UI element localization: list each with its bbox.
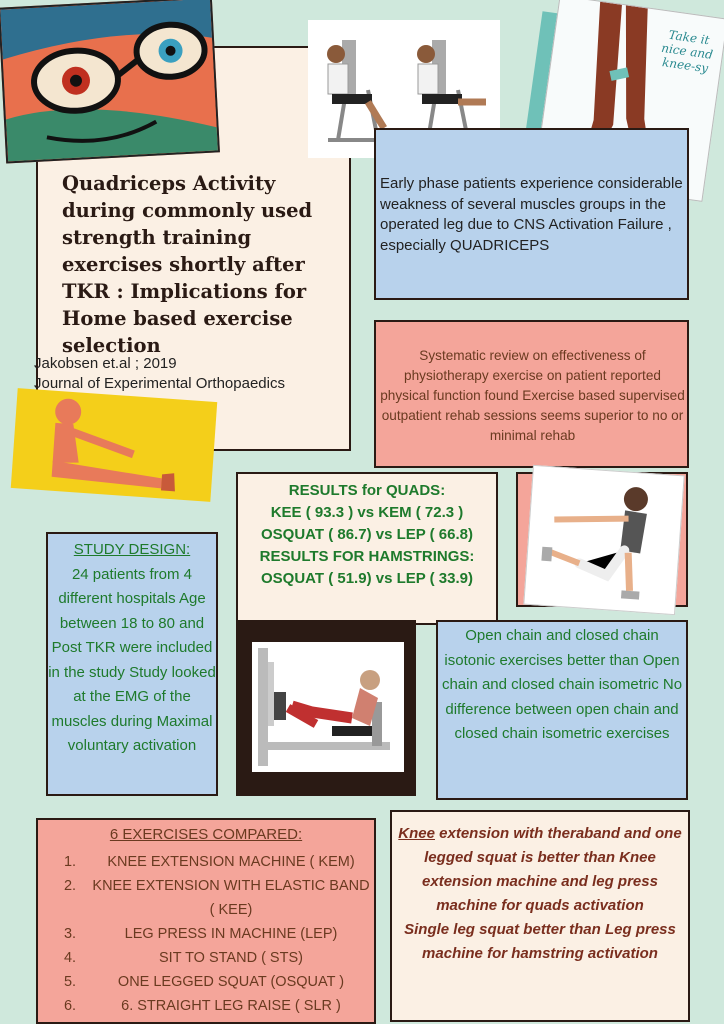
systematic-review-card: [374, 320, 689, 468]
legs-card-caption: Take it nice and knee-sy: [660, 27, 714, 76]
face-illustration: [0, 0, 220, 163]
results-hamstrings-heading: RESULTS FOR HAMSTRINGS:: [259, 548, 475, 565]
list-item: 6. 6. STRAIGHT LEG RAISE ( SLR ): [63, 998, 341, 1014]
list-item: 2. KNEE EXTENSION WITH ELASTIC BAND ( KEE): [63, 878, 370, 918]
hamstring-stretch-illustration: [11, 388, 217, 502]
citation-authors: Jakobsen et.al ; 2019: [34, 355, 177, 372]
results-quads-line-1: KEE ( 93.3 ) vs KEM ( 72.3 ): [270, 504, 464, 521]
results-quads-line-2: OSQUAT ( 86.7) vs LEP ( 66.8): [260, 526, 473, 543]
early-phase-text: Early phase patients experience considerable weakness of several muscles groups in the operated leg due to CNS Activation Failure , especially QUADRICEPS: [380, 175, 683, 254]
list-item: 3. LEG PRESS IN MACHINE (LEP): [63, 926, 338, 942]
exercises-compared-card: [36, 818, 376, 1024]
conclusion-quads: [392, 822, 688, 918]
chain-exercises-card: [436, 620, 688, 800]
exercises-heading: 6 EXERCISES COMPARED:: [109, 826, 303, 843]
exercise-list: [48, 850, 370, 1018]
conclusion-knee-word: Knee: [398, 825, 435, 842]
list-item: 4. SIT TO STAND ( STS): [63, 950, 303, 966]
conclusion-quads-text: extension with theraband and one legged squat is better than Knee extension machine and leg press machine for quads activation: [422, 825, 682, 914]
early-phase-card: [374, 128, 689, 300]
conclusion-card: [390, 810, 690, 1022]
study-design-body: 24 patients from 4 different hospitals Age between 18 to 80 and Post TKR were included in the study Study looked at the EMG of the muscles during Maximal voluntary activation: [48, 565, 216, 754]
results-quads-heading: RESULTS for QUADS:: [288, 482, 446, 499]
conclusion-hamstrings: Single leg squat better than Leg press machine for hamstring activation: [404, 921, 676, 962]
list-item: 1. KNEE EXTENSION MACHINE ( KEM): [63, 854, 355, 870]
leg-press-machine-image: [252, 642, 404, 772]
one-legged-squat-image: [523, 465, 684, 615]
study-design-card: [46, 532, 218, 796]
chain-exercises-text: Open chain and closed chain isotonic exercises better than Open chain and closed chain isometric No difference between open chain and closed chain isometric exercises: [441, 627, 683, 742]
results-hamstrings-line-1: OSQUAT ( 51.9) vs LEP ( 33.9): [260, 570, 473, 587]
citation: [34, 354, 364, 394]
citation-journal: Journal of Experimental Orthopaedics: [34, 375, 285, 392]
results-card: [236, 472, 498, 625]
poster-title: Quadriceps Activity during commonly used strength training exercises shortly after TKR : Implications for Home based exercise selection: [62, 172, 313, 357]
study-design-heading: STUDY DESIGN:: [73, 541, 191, 558]
systematic-review-text: Systematic review on effectiveness of physiotherapy exercise on patient reported physical function found Exercise based supervised outpatient rehab sessions seems superior to no or minimal rehab: [380, 348, 685, 443]
list-item: 5. ONE LEGGED SQUAT (OSQUAT ): [63, 974, 345, 990]
